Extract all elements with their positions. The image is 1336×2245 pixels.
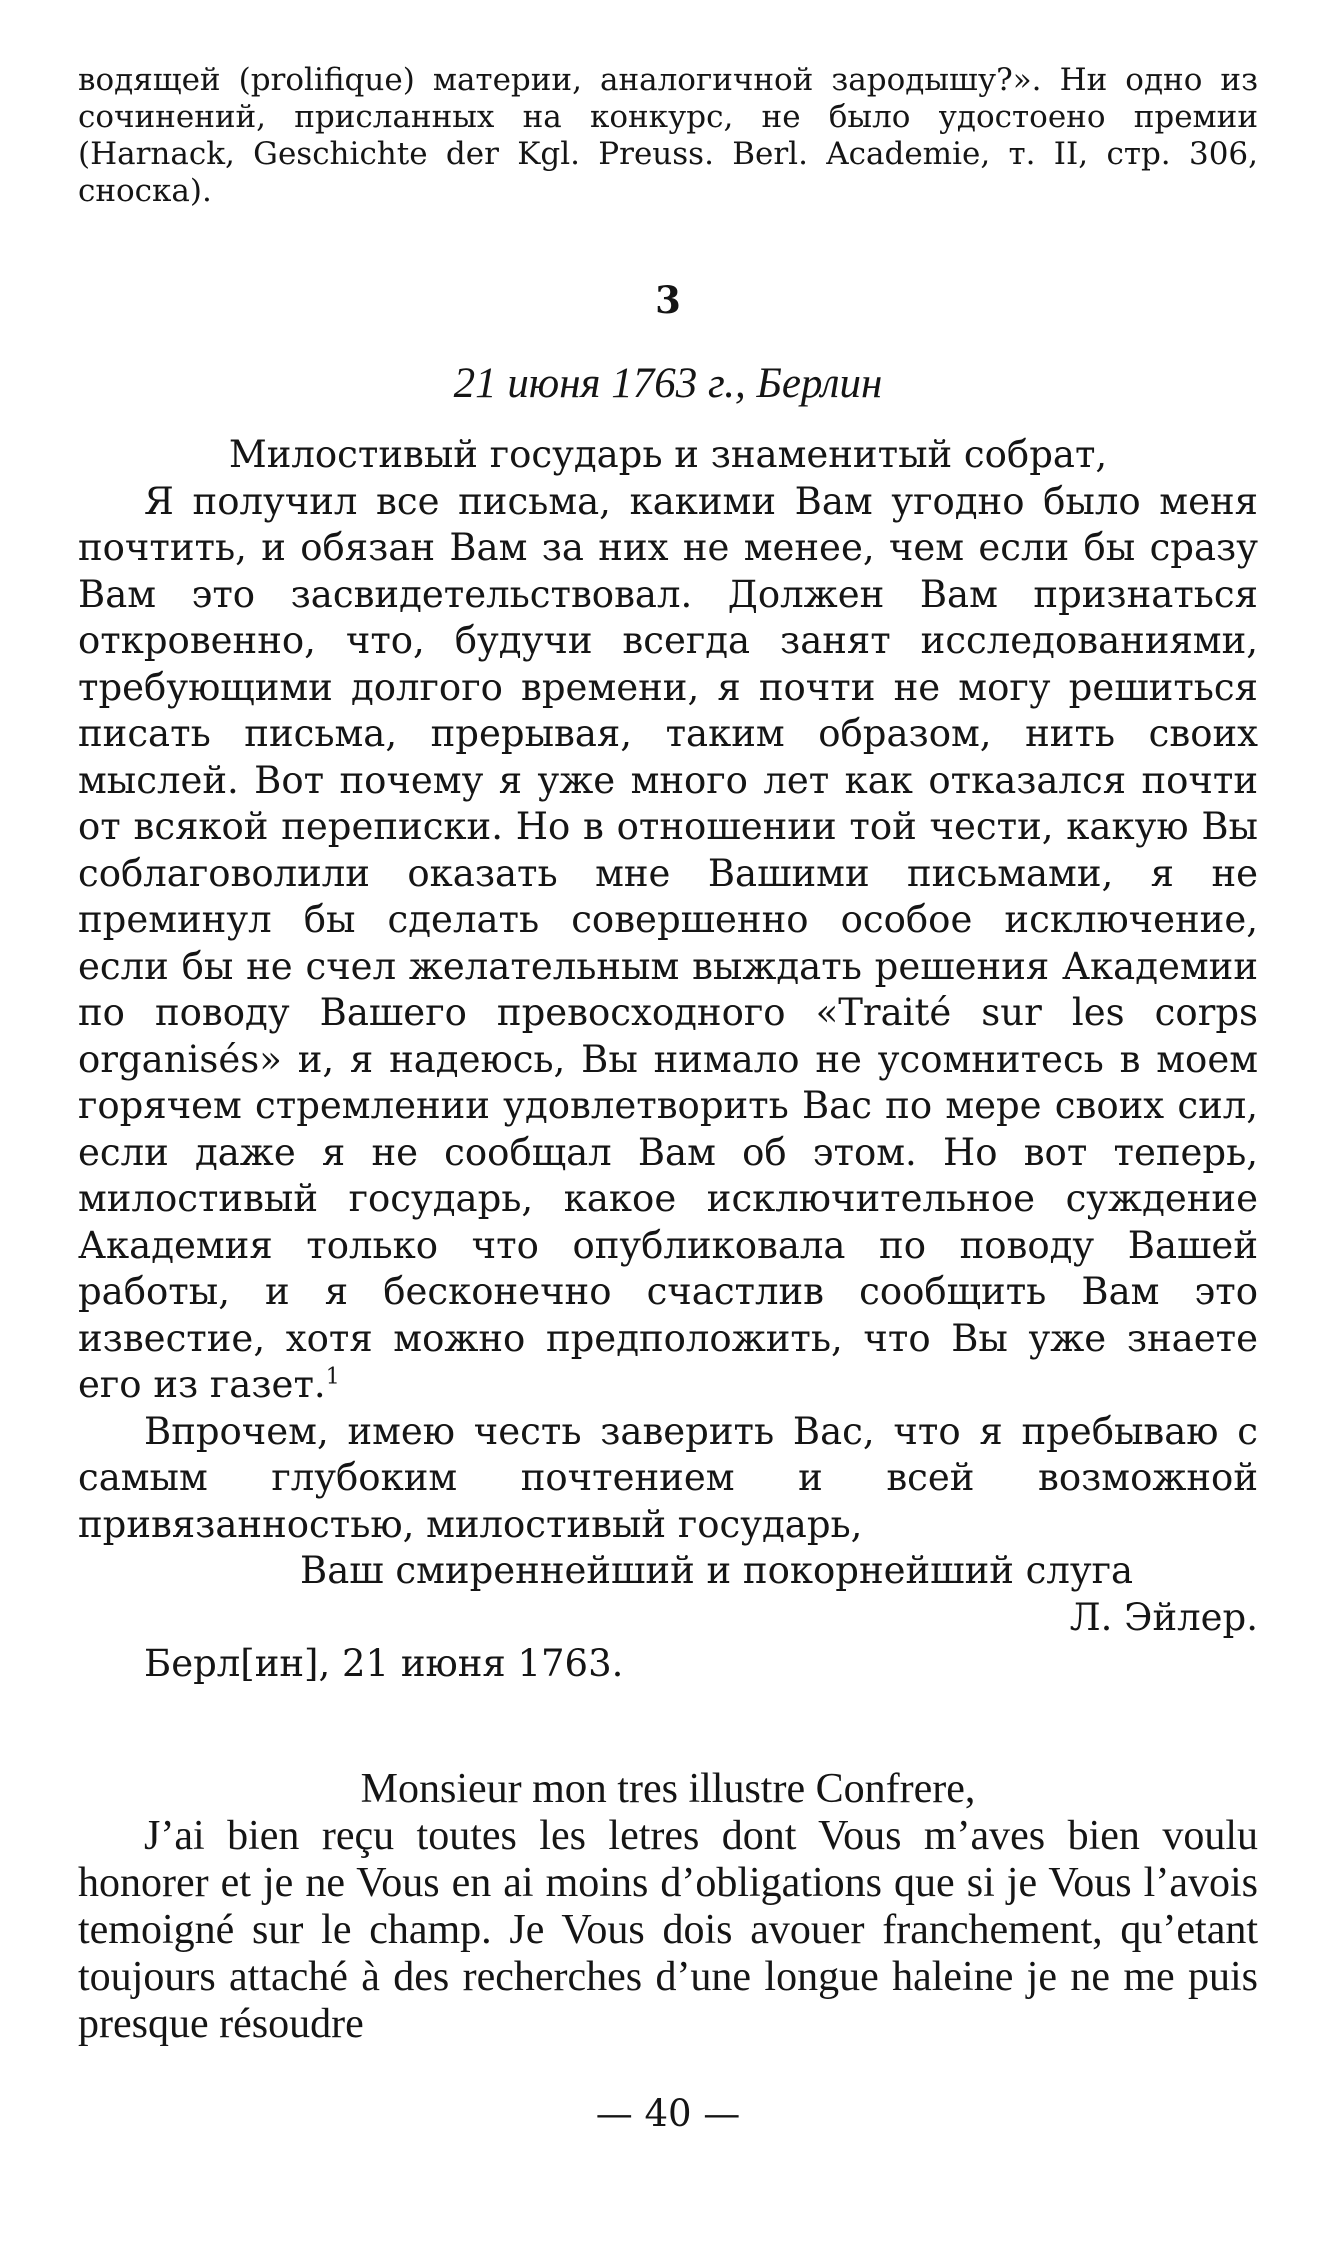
book-page — [78, 62, 1258, 2137]
letter-salutation: Милостивый государь и знаменитый собрат, — [228, 433, 1108, 476]
letter-paragraph-1 — [78, 479, 1258, 1409]
previous-footnote-text: водящей (prolifique) материи, аналогичной зародышу?». Ни одно из сочинений, присланных на конкурс, не было удостоено премии (Harnack, Geschichte der Kgl. Preuss. Berl. Academie, т. II, стр. 306, сноска). — [78, 62, 1258, 209]
original-paragraph: J’ai bien reçu toutes les letres dont Vous m’aves bien voulu honorer et je ne Vous en ai moins d’obligations que si je Vous l’avois temoigné sur le champ. Je Vous dois avouer franchement, qu’etant toujours attaché à des recherches d’une longue haleine je ne me puis presque résoudre — [78, 1812, 1258, 2047]
letter-date: 21 июня 1763 г., Берлин — [453, 360, 883, 407]
letter-place-date: Берл[ин], 21 июня 1763. — [144, 1642, 624, 1685]
page-number: — 40 — — [595, 2091, 741, 2135]
letter-paragraph-2: Впрочем, имею честь заверить Вас, что я пребываю с самым глубоким почтением и всей возможной привязанностью, милостивый государь, — [78, 1409, 1258, 1546]
original-salutation: Monsieur mon tres illustre Confrere, — [360, 1765, 976, 1812]
letter-paragraph-1-text: Я получил все письма, какими Вам угодно было меня почтить, и обязан Вам за них не менее, чем если бы сразу Вам это засвидетельствовал. Должен Вам признаться откровенно, что, будучи всегда занят исследованиями, требующими долгого времени, я почти не могу решиться писать письма, прерывая, таким образом, нить своих мыслей. Вот почему я уже много лет как отказался почти от всякой переписки. Но в отношении той чести, какую Вы соблаговолили оказать мне Вашими письмами, я не преминул бы сделать совершенно особое исключение, если бы не счел желательным выждать решения Академии по поводу Вашего превосходного «Traité sur les corps organisés» и, я надеюсь, Вы нимало не усомнитесь в моем горячем стремлении удовлетворить Вас по мере своих сил, если даже я не сообщал Вам об этом. Но вот теперь, милостивый государь, какое исключительное суждение Академия только что опубликовала по поводу Вашей работы, и я бесконечно счастлив сообщить Вам это известие, хотя можно предположить, что Вы уже знаете его из газет. — [78, 479, 1258, 1406]
letter-number: 3 — [655, 278, 681, 322]
footnote-reference: 1 — [325, 1364, 340, 1390]
letter-signature: Л. Эйлер. — [1069, 1595, 1258, 1639]
letter-closing: Ваш смиреннейший и покорнейший слуга — [300, 1549, 1134, 1592]
